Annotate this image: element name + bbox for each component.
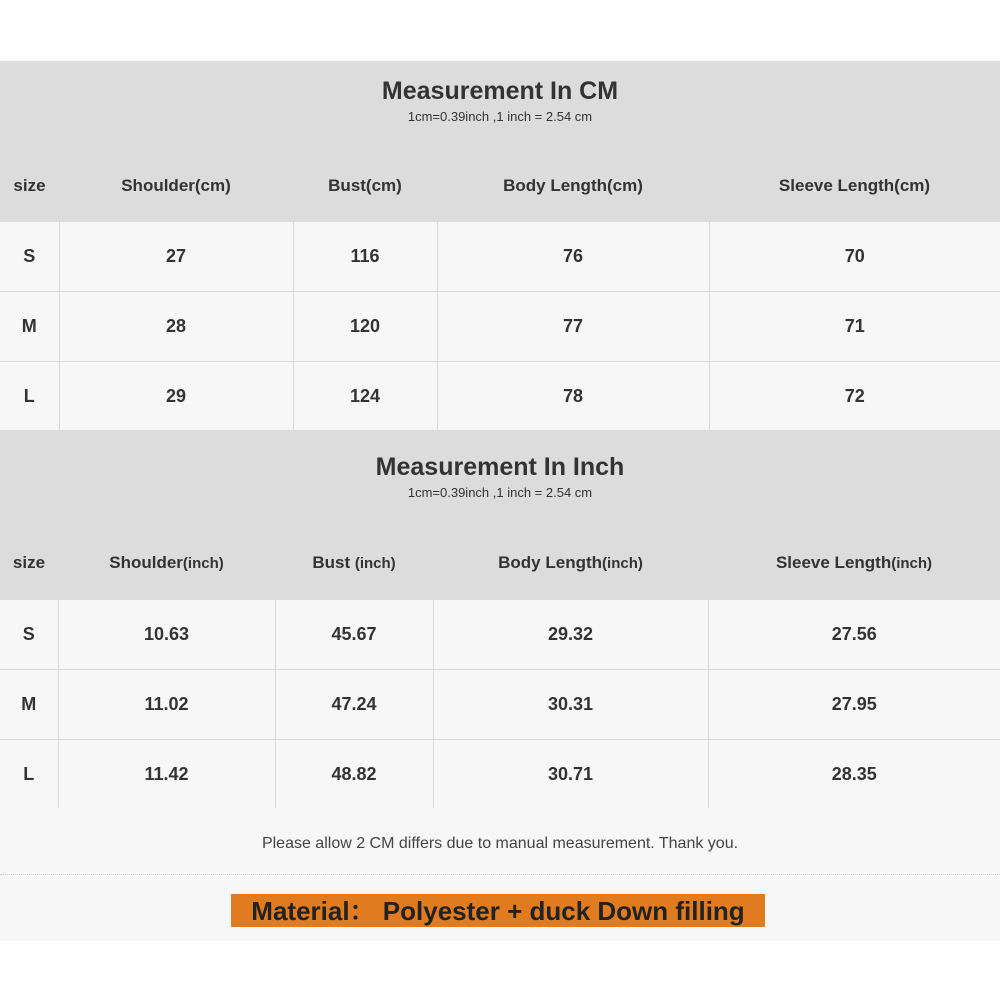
inch-conversion-note: 1cm=0.39inch ,1 inch = 2.54 cm xyxy=(407,485,593,500)
inch-table xyxy=(0,526,1000,810)
body-length-cell: 29.32 xyxy=(433,600,708,670)
inch-table-title: Measurement In Inch xyxy=(375,453,625,481)
bust-cell: 48.82 xyxy=(275,740,433,810)
cm-conversion-note: 1cm=0.39inch ,1 inch = 2.54 cm xyxy=(407,109,593,124)
shoulder-cell: 10.63 xyxy=(58,600,275,670)
size-cell: M xyxy=(0,292,59,362)
inch-size-chart xyxy=(0,430,1000,810)
cm-header-shoulder: Shoulder(cm) xyxy=(59,149,293,222)
bust-cell: 47.24 xyxy=(275,670,433,740)
unit-label: (inch) xyxy=(182,555,224,572)
table-row xyxy=(0,292,1000,362)
table-row xyxy=(0,362,1000,432)
unit-label: (inch) xyxy=(891,555,933,572)
sleeve-length-cell: 72 xyxy=(709,362,1000,432)
sleeve-length-cell: 28.35 xyxy=(708,740,1000,810)
cm-header-row xyxy=(0,149,1000,222)
table-row xyxy=(0,600,1000,670)
sleeve-length-cell: 70 xyxy=(709,222,1000,292)
body-length-cell: 30.71 xyxy=(433,740,708,810)
shoulder-cell: 29 xyxy=(59,362,293,432)
cm-size-chart xyxy=(0,61,1000,432)
cm-header-sleeve-length: Sleeve Length(cm) xyxy=(709,149,1000,222)
bust-cell: 116 xyxy=(293,222,437,292)
inch-header-size: size xyxy=(0,526,58,600)
sleeve-length-cell: 71 xyxy=(709,292,1000,362)
unit-label: (inch) xyxy=(354,555,396,572)
shoulder-cell: 11.42 xyxy=(58,740,275,810)
bust-cell: 45.67 xyxy=(275,600,433,670)
material-band xyxy=(0,875,1000,941)
sleeve-length-cell: 27.95 xyxy=(708,670,1000,740)
table-row xyxy=(0,222,1000,292)
size-cell: S xyxy=(0,600,58,670)
size-cell: L xyxy=(0,362,59,432)
size-cell: M xyxy=(0,670,58,740)
unit-label: (inch) xyxy=(602,555,643,572)
body-length-cell: 76 xyxy=(437,222,709,292)
cm-title-block xyxy=(0,61,1000,149)
inch-title-block xyxy=(0,430,1000,526)
cm-header-size: size xyxy=(0,149,59,222)
cm-table xyxy=(0,149,1000,432)
inch-header-bust: Bust (inch) xyxy=(275,526,433,600)
shoulder-cell: 11.02 xyxy=(58,670,275,740)
bust-cell: 120 xyxy=(293,292,437,362)
shoulder-cell: 28 xyxy=(59,292,293,362)
measurement-disclaimer: Please allow 2 CM differs due to manual measurement. Thank you. xyxy=(0,808,1000,875)
shoulder-cell: 27 xyxy=(59,222,293,292)
sleeve-length-cell: 27.56 xyxy=(708,600,1000,670)
size-cell: S xyxy=(0,222,59,292)
size-cell: L xyxy=(0,740,58,810)
cm-header-bust: Bust(cm) xyxy=(293,149,437,222)
table-row xyxy=(0,740,1000,810)
cm-header-body-length: Body Length(cm) xyxy=(437,149,709,222)
material-label: Material： Polyester + duck Down filling xyxy=(231,894,765,927)
body-length-cell: 77 xyxy=(437,292,709,362)
body-length-cell: 30.31 xyxy=(433,670,708,740)
table-row xyxy=(0,670,1000,740)
inch-header-row xyxy=(0,526,1000,600)
inch-header-shoulder: Shoulder(inch) xyxy=(58,526,275,600)
body-length-cell: 78 xyxy=(437,362,709,432)
inch-header-body-length: Body Length(inch) xyxy=(433,526,708,600)
inch-header-sleeve-length: Sleeve Length(inch) xyxy=(708,526,1000,600)
bust-cell: 124 xyxy=(293,362,437,432)
cm-table-title: Measurement In CM xyxy=(381,77,619,105)
